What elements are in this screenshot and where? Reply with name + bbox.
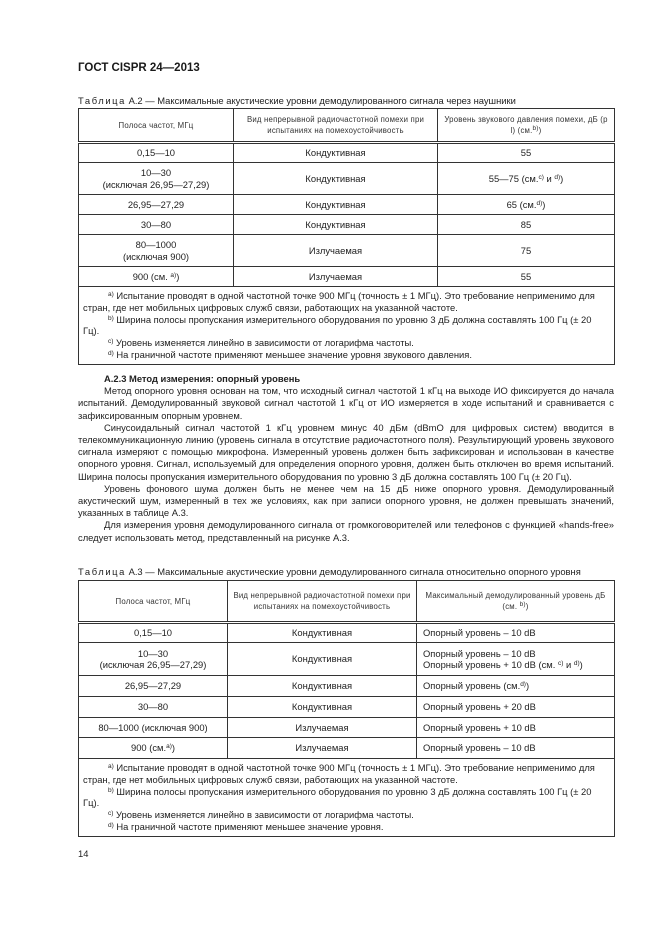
cell-band: 0,15—10 xyxy=(79,623,228,643)
cell-level: Опорный уровень (см.$^{d)}$) xyxy=(417,676,615,697)
table-a2-notes xyxy=(79,287,615,365)
cell-band: 80—1000 (исключая 900) xyxy=(79,235,234,267)
document-header: ГОСТ CISPR 24—2013 xyxy=(78,62,200,74)
table-row xyxy=(79,143,615,163)
footnote-c: $^{c)}$ Уровень изменяется линейно в зависимости от логарифма частоты. xyxy=(108,809,414,821)
table-row xyxy=(79,163,615,195)
table-a2-header-type: Вид непрерывной радиочастотной помехи при испытаниях на помехоустойчивость xyxy=(234,109,438,143)
table-a2-header-band: Полоса частот, МГц xyxy=(79,109,234,143)
footnote-a: $^{a)}$ Испытание проводят в одной частотной точке 900 МГц (точность ± 1 МГц). Это требование неприменимо для стран, где нет мобильных цифровых служб связи, работающих на указанной частоте. xyxy=(83,762,595,785)
cell-band: 10—30 (исключая 26,95—27,29) xyxy=(79,163,234,195)
cell-type: Кондуктивная xyxy=(234,195,438,215)
cell-level: Опорный уровень – 10 dB Опорный уровень + 10 dB (см. $^{c)}$ и $^{d)}$) xyxy=(417,643,615,676)
table-a3-header-level: Максимальный демодулированный уровень дБ (см. $^{b)}$) xyxy=(417,581,615,623)
paragraph: Синусоидальный сигнал частотой 1 кГц уровнем минус 40 дБм (dBmO для цифровых систем) вводится в телекоммуникационную линию (уровень сигнала в отсутствие радиочастотного поля). Результирующий уровень звукового сигнала измеряют с помощью микрофона. Измеренный уровень должен быть зафиксирован и использован в качестве опорного уровня. Сигнал, используемый для определения опорного уровня, должен быть отключен во время испытаний. Ширина полосы пропускания измерительного оборудования по уровню 3 дБ должна составлять 100 Гц (± 20 Гц). xyxy=(78,421,614,482)
cell-level: Опорный уровень + 20 dB xyxy=(417,697,615,718)
table-row xyxy=(79,215,615,235)
section-a23 xyxy=(78,373,614,544)
cell-band: 26,95—27,29 xyxy=(79,676,228,697)
cell-band: 26,95—27,29 xyxy=(79,195,234,215)
section-title: А.2.3 Метод измерения: опорный уровень xyxy=(104,373,301,384)
table-a3-notes xyxy=(79,759,615,837)
table-a3-header-type: Вид непрерывной радиочастотной помехи при испытаниях на помехоустойчивость xyxy=(228,581,417,623)
cell-band: 0,15—10 xyxy=(79,143,234,163)
table-notes-row xyxy=(79,287,615,365)
table-row xyxy=(79,718,615,738)
footnote-b: $^{b)}$ Ширина полосы пропускания измерительного оборудования по уровню 3 дБ должна составлять 100 Гц (± 20 Гц). xyxy=(83,313,592,337)
cell-band: 10—30 (исключая 26,95—27,29) xyxy=(79,643,228,676)
footnote-c: $^{c)}$ Уровень изменяется линейно в зависимости от логарифма частоты. xyxy=(108,337,414,349)
table-a2-header-level: Уровень звукового давления помехи, дБ (р l) (см.$^{b)}$) xyxy=(438,109,615,143)
cell-band: 900 (см.$^{a)}$) xyxy=(79,738,228,759)
cell-type: Кондуктивная xyxy=(234,163,438,195)
cell-band: 80—1000 (исключая 900) xyxy=(79,718,228,738)
cell-type: Кондуктивная xyxy=(234,143,438,163)
table-row xyxy=(79,697,615,718)
table-a2-caption-label: Таблица xyxy=(78,95,126,106)
table-a2-caption xyxy=(78,95,516,106)
footnote-a: $^{a)}$ Испытание проводят в одной частотной точке 900 МГц (точность ± 1 МГц). Это требование неприменимо для стран, где нет мобильных цифровых служб связи, работающих на указанной частоте. xyxy=(83,290,595,313)
cell-type: Кондуктивная xyxy=(228,643,417,676)
table-row xyxy=(79,195,615,215)
cell-level: 55 xyxy=(438,267,615,287)
footnote-d: $^{d)}$ На граничной частоте применяют меньшее значение уровня звукового давления. xyxy=(108,348,472,360)
table-a3-caption-text: А.3 — Максимальные акустические уровни демодулированного сигнала относительно опорного уровня xyxy=(125,566,581,577)
cell-type: Излучаемая xyxy=(228,718,417,738)
table-a3-caption-label: Таблица xyxy=(78,566,126,577)
cell-level: Опорный уровень – 10 dB xyxy=(417,738,615,759)
footnote-d: $^{d)}$ На граничной частоте применяют меньшее значение уровня. xyxy=(108,820,384,832)
table-row xyxy=(79,676,615,697)
table-row xyxy=(79,267,615,287)
table-a3 xyxy=(78,580,615,837)
cell-type: Кондуктивная xyxy=(228,676,417,697)
cell-band: 30—80 xyxy=(79,697,228,718)
table-a2 xyxy=(78,108,615,365)
cell-level: 55 xyxy=(438,143,615,163)
table-row xyxy=(79,623,615,643)
paragraph: Метод опорного уровня основан на том, что исходный сигнал частотой 1 кГц на выходе ИО фиксируется до начала испытаний. Демодулированный звуковой сигнал частотой 1 кГц от ИО измеряется в ходе испытаний и сравнивается с зафиксированным опорным уровнем. xyxy=(78,385,614,421)
cell-level: 75 xyxy=(438,235,615,267)
cell-type: Излучаемая xyxy=(234,235,438,267)
cell-level: 55—75 (см.$^{c)}$ и $^{d)}$) xyxy=(438,163,615,195)
table-a3-header-band: Полоса частот, МГц xyxy=(79,581,228,623)
paragraph: Уровень фонового шума должен быть не менее чем на 15 дБ ниже опорного уровня. Демодулированный акустический шум, измеренный в тех же условиях, как при записи опорного уровня, не должен превышать значений, указанных в таблице А.3. xyxy=(78,482,614,519)
cell-band: 900 (см. $^{a)}$) xyxy=(79,267,234,287)
paragraph: Для измерения уровня демодулированного сигнала от громкоговорителей или телефонов с функцией «hands-free» следует использовать метод, представленный на рисунке А.3. xyxy=(78,519,614,543)
table-a2-caption-text: А.2 — Максимальные акустические уровни демодулированного сигнала через наушники xyxy=(125,95,516,106)
table-row xyxy=(79,643,615,676)
cell-level: 85 xyxy=(438,215,615,235)
cell-type: Кондуктивная xyxy=(228,697,417,718)
cell-level: 65 (см.$^{d)}$) xyxy=(438,195,615,215)
cell-type: Излучаемая xyxy=(234,267,438,287)
cell-type: Излучаемая xyxy=(228,738,417,759)
table-a3-caption xyxy=(78,566,581,577)
table-row xyxy=(79,738,615,759)
cell-level: Опорный уровень – 10 dB xyxy=(417,623,615,643)
table-row xyxy=(79,235,615,267)
cell-type: Кондуктивная xyxy=(228,623,417,643)
footnote-b: $^{b)}$ Ширина полосы пропускания измерительного оборудования по уровню 3 дБ должна составлять 100 Гц (± 20 Гц). xyxy=(83,785,592,809)
cell-type: Кондуктивная xyxy=(234,215,438,235)
table-notes-row xyxy=(79,759,615,837)
page-number: 14 xyxy=(78,848,89,859)
cell-level: Опорный уровень + 10 dB xyxy=(417,718,615,738)
cell-band: 30—80 xyxy=(79,215,234,235)
